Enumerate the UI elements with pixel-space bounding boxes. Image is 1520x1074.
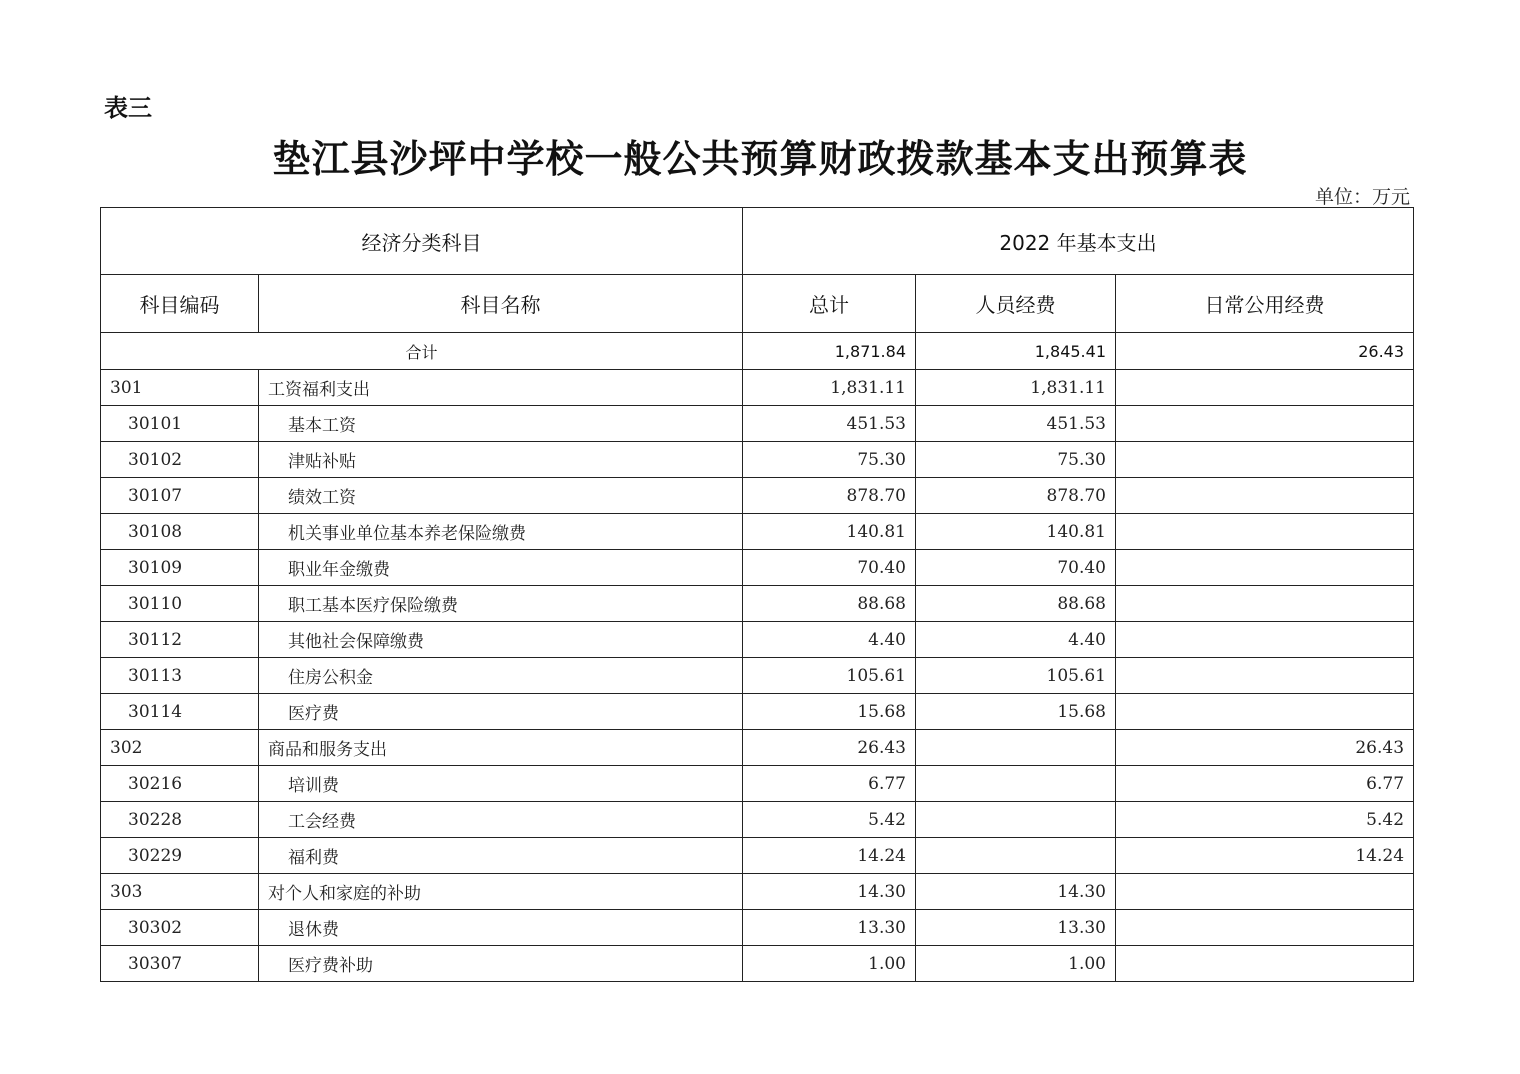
col-header-name: 科目名称 <box>259 275 743 333</box>
total-public: 26.43 <box>1116 333 1414 370</box>
col-header-total: 总计 <box>743 275 916 333</box>
cell-code: 30228 <box>101 802 259 838</box>
total-row <box>101 333 1414 370</box>
cell-personnel <box>916 838 1116 874</box>
cell-name: 基本工资 <box>259 406 743 442</box>
table-row <box>101 478 1414 514</box>
table-row <box>101 766 1414 802</box>
cell-public <box>1116 622 1414 658</box>
cell-public <box>1116 586 1414 622</box>
cell-code: 30112 <box>101 622 259 658</box>
table-label: 表三 <box>104 94 152 122</box>
table-row <box>101 730 1414 766</box>
cell-total: 5.42 <box>743 802 916 838</box>
cell-public: 6.77 <box>1116 766 1414 802</box>
cell-total: 13.30 <box>743 910 916 946</box>
total-total: 1,871.84 <box>743 333 916 370</box>
table-row <box>101 370 1414 406</box>
cell-public <box>1116 478 1414 514</box>
cell-total: 140.81 <box>743 514 916 550</box>
column-header-row <box>101 275 1414 333</box>
table-row <box>101 514 1414 550</box>
col-header-public: 日常公用经费 <box>1116 275 1414 333</box>
cell-code: 30109 <box>101 550 259 586</box>
cell-personnel: 105.61 <box>916 658 1116 694</box>
table-row <box>101 838 1414 874</box>
table-row <box>101 622 1414 658</box>
cell-code: 30302 <box>101 910 259 946</box>
cell-total: 6.77 <box>743 766 916 802</box>
budget-table <box>100 207 1414 982</box>
cell-total: 1.00 <box>743 946 916 982</box>
cell-name: 退休费 <box>259 910 743 946</box>
cell-code: 30107 <box>101 478 259 514</box>
table-row <box>101 946 1414 982</box>
cell-public: 5.42 <box>1116 802 1414 838</box>
cell-name: 机关事业单位基本养老保险缴费 <box>259 514 743 550</box>
cell-public <box>1116 514 1414 550</box>
cell-public <box>1116 874 1414 910</box>
group-header-basic-expenditure: 2022 年基本支出 <box>743 208 1414 275</box>
cell-code: 30108 <box>101 514 259 550</box>
cell-personnel: 1.00 <box>916 946 1116 982</box>
cell-personnel: 451.53 <box>916 406 1116 442</box>
cell-code: 30307 <box>101 946 259 982</box>
cell-code: 30113 <box>101 658 259 694</box>
cell-name: 工资福利支出 <box>259 370 743 406</box>
cell-total: 88.68 <box>743 586 916 622</box>
cell-public <box>1116 694 1414 730</box>
cell-total: 105.61 <box>743 658 916 694</box>
cell-name: 医疗费 <box>259 694 743 730</box>
cell-public <box>1116 442 1414 478</box>
cell-public <box>1116 946 1414 982</box>
cell-name: 职业年金缴费 <box>259 550 743 586</box>
cell-personnel <box>916 802 1116 838</box>
cell-personnel: 75.30 <box>916 442 1116 478</box>
cell-public <box>1116 550 1414 586</box>
cell-public <box>1116 910 1414 946</box>
cell-name: 其他社会保障缴费 <box>259 622 743 658</box>
cell-public <box>1116 370 1414 406</box>
cell-public <box>1116 406 1414 442</box>
cell-name: 绩效工资 <box>259 478 743 514</box>
cell-personnel: 140.81 <box>916 514 1116 550</box>
total-personnel: 1,845.41 <box>916 333 1116 370</box>
cell-total: 26.43 <box>743 730 916 766</box>
cell-name: 工会经费 <box>259 802 743 838</box>
cell-total: 1,831.11 <box>743 370 916 406</box>
cell-name: 对个人和家庭的补助 <box>259 874 743 910</box>
cell-name: 津贴补贴 <box>259 442 743 478</box>
table-row <box>101 550 1414 586</box>
cell-personnel: 13.30 <box>916 910 1116 946</box>
cell-public: 14.24 <box>1116 838 1414 874</box>
cell-total: 70.40 <box>743 550 916 586</box>
cell-personnel: 88.68 <box>916 586 1116 622</box>
cell-total: 75.30 <box>743 442 916 478</box>
unit-note: 单位：万元 <box>1314 186 1410 208</box>
cell-name: 商品和服务支出 <box>259 730 743 766</box>
cell-code: 30101 <box>101 406 259 442</box>
cell-personnel: 70.40 <box>916 550 1116 586</box>
cell-total: 451.53 <box>743 406 916 442</box>
cell-name: 医疗费补助 <box>259 946 743 982</box>
table-row <box>101 694 1414 730</box>
cell-personnel <box>916 730 1116 766</box>
col-header-personnel: 人员经费 <box>916 275 1116 333</box>
cell-personnel: 878.70 <box>916 478 1116 514</box>
table-row <box>101 910 1414 946</box>
col-header-code: 科目编码 <box>101 275 259 333</box>
cell-personnel: 15.68 <box>916 694 1116 730</box>
cell-total: 14.24 <box>743 838 916 874</box>
table-row <box>101 658 1414 694</box>
table-row <box>101 586 1414 622</box>
cell-personnel: 14.30 <box>916 874 1116 910</box>
cell-personnel <box>916 766 1116 802</box>
cell-total: 15.68 <box>743 694 916 730</box>
cell-code: 302 <box>101 730 259 766</box>
cell-code: 301 <box>101 370 259 406</box>
table-row <box>101 406 1414 442</box>
table-row <box>101 802 1414 838</box>
cell-code: 30216 <box>101 766 259 802</box>
cell-code: 30114 <box>101 694 259 730</box>
cell-name: 职工基本医疗保险缴费 <box>259 586 743 622</box>
cell-total: 878.70 <box>743 478 916 514</box>
cell-total: 4.40 <box>743 622 916 658</box>
cell-personnel: 1,831.11 <box>916 370 1116 406</box>
group-header-row <box>101 208 1414 275</box>
cell-public: 26.43 <box>1116 730 1414 766</box>
cell-name: 培训费 <box>259 766 743 802</box>
cell-code: 30229 <box>101 838 259 874</box>
group-header-economic-category: 经济分类科目 <box>101 208 743 275</box>
total-label: 合计 <box>101 333 743 370</box>
cell-total: 14.30 <box>743 874 916 910</box>
cell-personnel: 4.40 <box>916 622 1116 658</box>
cell-public <box>1116 658 1414 694</box>
cell-name: 住房公积金 <box>259 658 743 694</box>
cell-code: 30102 <box>101 442 259 478</box>
cell-code: 303 <box>101 874 259 910</box>
cell-name: 福利费 <box>259 838 743 874</box>
cell-code: 30110 <box>101 586 259 622</box>
page-title: 垫江县沙坪中学校一般公共预算财政拨款基本支出预算表 <box>272 136 1248 181</box>
table-row <box>101 442 1414 478</box>
table-row <box>101 874 1414 910</box>
